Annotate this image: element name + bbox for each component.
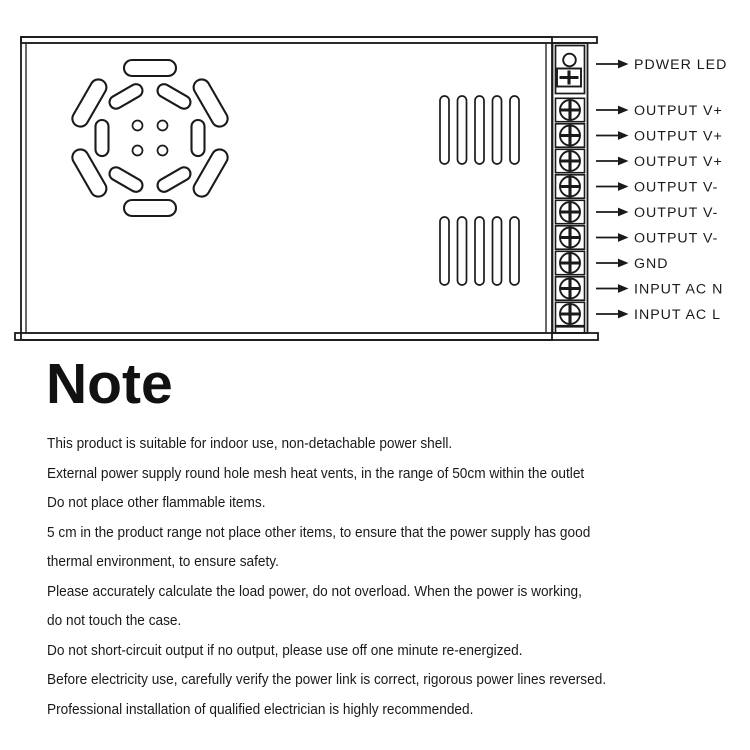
note-line: thermal environment, to ensure safety. — [47, 553, 279, 571]
power-supply-diagram — [0, 0, 750, 348]
terminal-label-output-vm1: OUTPUT V- — [634, 179, 719, 196]
terminal-label-input-ac-n: INPUT AC N — [634, 281, 724, 298]
callout-arrows — [596, 60, 629, 319]
terminal-label-output-vp1: OUTPUT V+ — [634, 103, 723, 119]
note-heading: Note — [46, 352, 173, 416]
terminal-label-gnd: GND — [634, 256, 669, 272]
note-line: Before electricity use, carefully verify the power link is correct, rigorous power lines reversed. — [47, 671, 607, 689]
terminal-label-power-led: PDWER LED — [634, 57, 728, 73]
note-line: External power supply round hole mesh heat vents, in the range of 50cm within the outlet — [47, 464, 585, 482]
note-line: Please accurately calculate the load power, do not overload. When the power is working, — [47, 582, 582, 600]
terminal-label-output-vm2: OUTPUT V- — [634, 205, 719, 221]
fan-slot-outer — [124, 60, 176, 76]
terminal-label-output-vm3: OUTPUT V- — [634, 230, 719, 247]
arrow-icon — [596, 60, 629, 69]
note-line: Professional installation of qualified electrician is highly recommended. — [47, 700, 474, 718]
note-line: This product is suitable for indoor use, non-detachable power shell. — [47, 435, 453, 452]
power-led-cell — [556, 46, 585, 94]
screw-icon — [560, 100, 580, 120]
terminal-label-output-vp3: OUTPUT V+ — [634, 154, 723, 170]
fan-center-holes — [133, 121, 168, 156]
note-line: do not touch the case. — [47, 612, 182, 630]
case-outline — [15, 37, 598, 340]
fan-slot-inner — [155, 82, 193, 111]
vent-slots-upper — [440, 96, 519, 164]
note-line: Do not place other flammable items. — [47, 494, 266, 512]
note-body — [47, 429, 720, 724]
terminal-label-output-vp2: OUTPUT V+ — [634, 128, 723, 145]
fan-grille — [69, 60, 230, 216]
terminal-labels — [634, 57, 727, 323]
note-line: 5 cm in the product range not place other items, to ensure that the power supply has good — [47, 523, 591, 541]
power-led-indicator — [563, 54, 576, 67]
screw-terminal-icons — [560, 100, 580, 324]
terminal-block — [553, 43, 588, 333]
vent-slots-lower — [440, 217, 519, 285]
note-line: Do not short-circuit output if no output, please use off one minute re-energized. — [47, 641, 523, 659]
terminal-label-input-ac-l: INPUT AC L — [634, 307, 722, 323]
